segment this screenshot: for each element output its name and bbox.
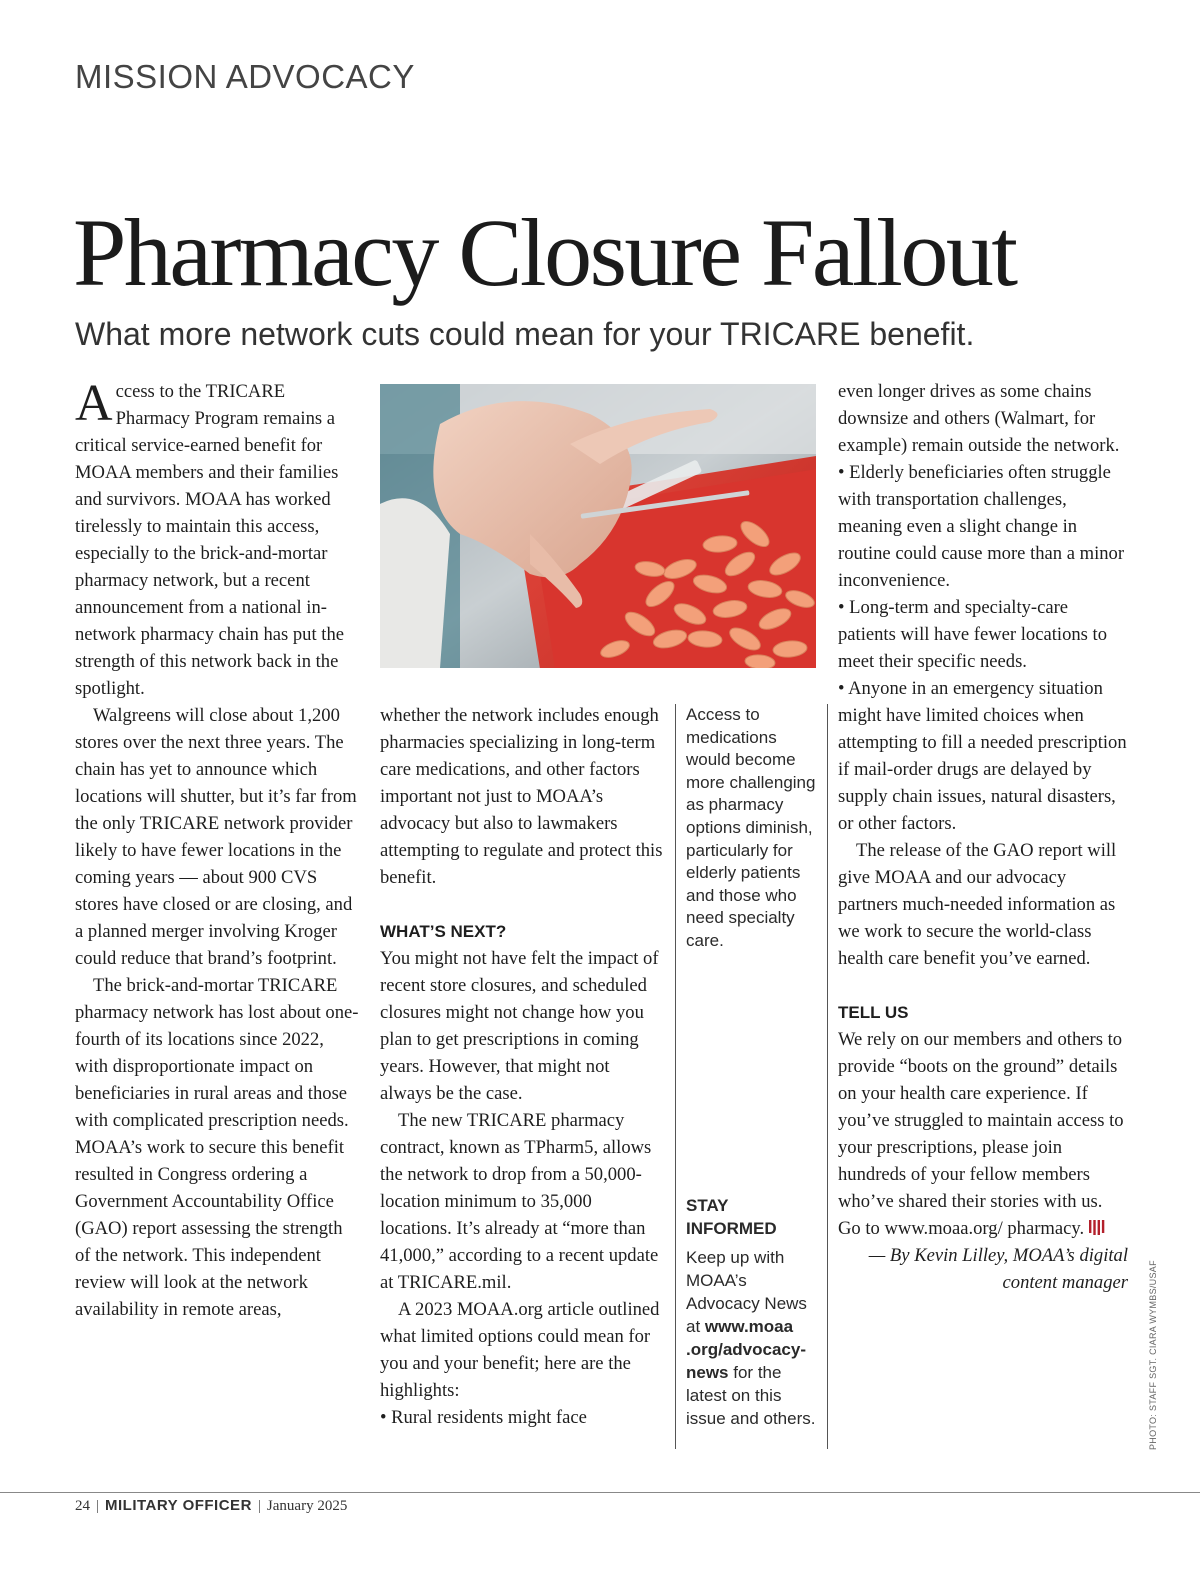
paragraph: A 2023 MOAA.org article outlined what limited options could mean for you and your benefit; here are the highlights: [380, 1299, 660, 1401]
sidebar [675, 704, 828, 1449]
tell-us-paragraph [838, 1026, 1128, 1242]
pharmacy-pills-photo [380, 384, 816, 668]
whats-next-heading: WHAT’S NEXT? [380, 922, 507, 941]
section-label: MISSION ADVOCACY [75, 58, 415, 95]
article-column-2 [380, 702, 665, 1431]
stay-informed-text [686, 1246, 816, 1430]
bullet-item: • Long-term and specialty-care patients will have fewer locations to meet their specific needs. [838, 597, 1108, 672]
intro-text: ccess to the TRICARE Pharmacy Program remains a critical service-earned benefit for MOAA members and their families and survivors. MOAA has worked tirelessly to maintain this access, especially to the brick-and-mortar pharmacy network, but a recent announcement from a national in-network pharmacy chain has put the strength of this network back in the spotlight. [75, 381, 345, 699]
pull-quote: Access to medications would become more challenging as pharmacy options diminish, particularly for elderly patients and those who need specialty care. [686, 705, 816, 950]
issue-date: January 2025 [266, 1498, 348, 1514]
paragraph: Walgreens will close about 1,200 stores over the next three years. The chain has yet to announce which locations will shutter, but it’s far from the only TRICARE network provider likely to have fewer locations in the coming years — about 900 CVS stores have closed or are closing, and a planned merger involving Kroger could reduce that brand’s footprint. [75, 705, 357, 969]
stay-informed-title: STAY INFORMED [686, 1196, 777, 1238]
bullet-continuation: even longer drives as some chains downsize and others (Walmart, for example) remain outside the network. [838, 381, 1120, 456]
drop-cap: A [75, 375, 113, 432]
bullet-item: • Anyone in an emergency situation might have limited choices when attempting to fill a needed prescription if mail-order drugs are delayed by supply chain issues, natural disasters, or other factors. [838, 678, 1127, 834]
paragraph: The new TRICARE pharmacy contract, known as TPharm5, allows the network to drop from a 50,000-location minimum to 35,000 locations. It’s already at “more than 41,000,” according to a recent update at TRICARE.mil. [380, 1110, 659, 1293]
paragraph: You might not have felt the impact of recent store closures, and scheduled closures might not change how you plan to get prescriptions in coming years. However, that might not always be the case. [380, 948, 659, 1104]
intro-paragraph [75, 375, 360, 702]
bullet-item: • Rural residents might face [380, 1407, 587, 1428]
advocacy-news-link[interactable]: www.moaa .org/advocacy-news [686, 1317, 806, 1382]
paragraph: The brick-and-mortar TRICARE pharmacy network has lost about one-fourth of its locations since 2022, with disproportionate impact on beneficiaries in rural areas and those with complicated prescription needs. MOAA’s work to secure this benefit resulted in Congress ordering a Government Accountability Office (GAO) report assessing the strength of the network. This independent review will look at the network availability in remote areas, [75, 975, 359, 1320]
tell-us-heading: TELL US [838, 1003, 909, 1022]
stay-informed-box [686, 1194, 816, 1430]
footer-separator: | [257, 1498, 261, 1514]
bullet-item: • Elderly beneficiaries often struggle with transportation challenges, meaning even a slight change in routine could cause more than a minor inconvenience. [838, 462, 1125, 591]
article-headline: Pharmacy Closure Fallout [73, 199, 1016, 306]
footer-rule [0, 1492, 1200, 1493]
page-footer [75, 1497, 347, 1515]
article-column-4 [838, 378, 1128, 1296]
stay-informed-intro: Keep up with MOAA’s Advocacy News at [686, 1248, 807, 1336]
paragraph: The release of the GAO report will give MOAA and our advocacy partners much-needed information as we work to secure the world-class health care benefit you’ve earned. [838, 840, 1117, 969]
page-number: 24 [75, 1498, 90, 1514]
stay-informed-outro: for the latest on this issue and others. [686, 1363, 816, 1428]
magazine-name: MILITARY OFFICER [105, 1497, 252, 1514]
footer-separator: | [96, 1498, 100, 1514]
paragraph: whether the network includes enough pharmacies specializing in long-term care medications, and other factors important not just to MOAA’s advocacy but also to lawmakers attempting to regulate and protect this benefit. [380, 705, 663, 888]
moaa-endmark-icon [1088, 1219, 1106, 1236]
article-column-1 [75, 375, 360, 1323]
tell-us-text: We rely on our members and others to provide “boots on the ground” details on your health care experience. If you’ve struggled to maintain access to your prescriptions, please join hundreds of your fellow members who’ve shared their stories with us. Go to www.moaa.org/ pharmacy. [838, 1029, 1124, 1239]
photo-credit: PHOTO: STAFF SGT. CIARA WYMBS/USAF [1148, 1260, 1158, 1450]
byline: — By Kevin Lilley, MOAA’s digital content manager [868, 1245, 1128, 1293]
article-subhead: What more network cuts could mean for your TRICARE benefit. [75, 316, 975, 352]
